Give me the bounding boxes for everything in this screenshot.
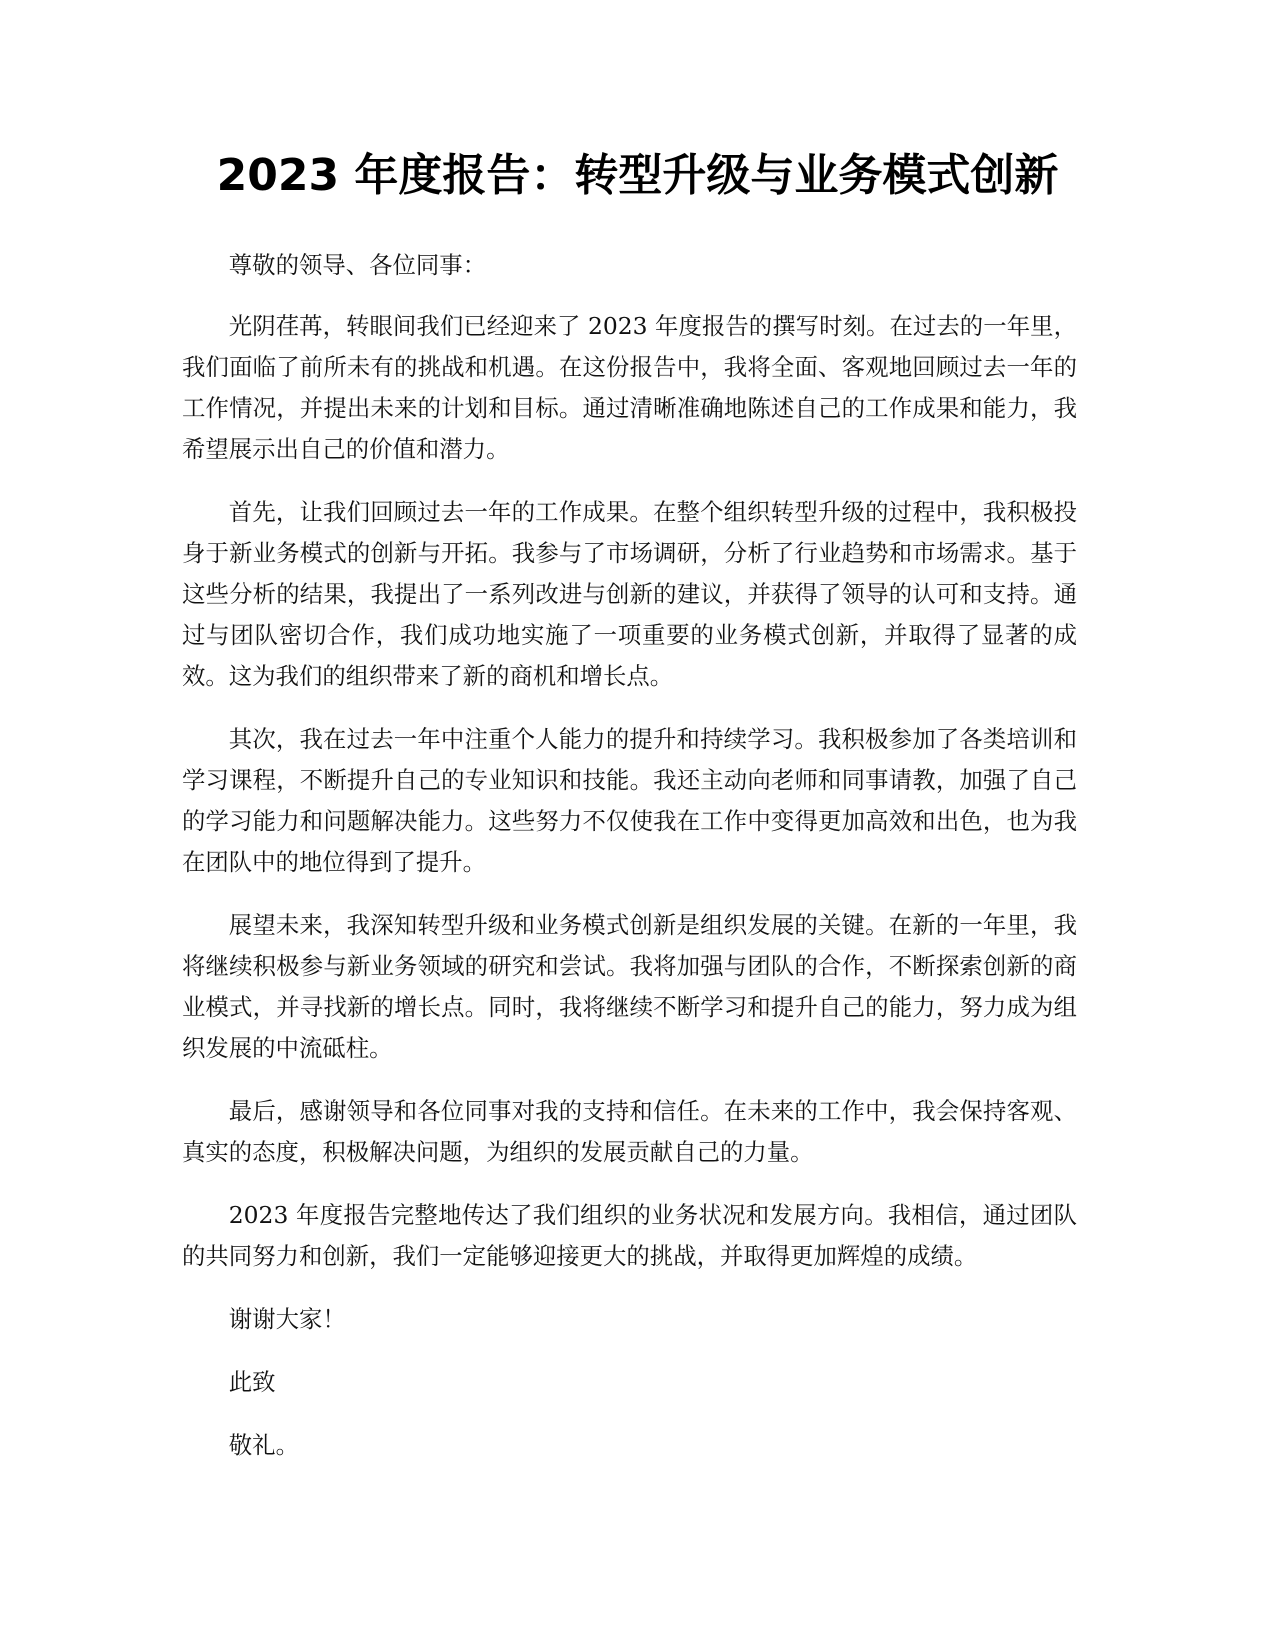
salutation: 尊敬的领导、各位同事：: [228, 251, 487, 279]
paragraph-gratitude: 最后，感谢领导和各位同事对我的支持和信任。在未来的工作中，我会保持客观、真实的态度，积极解决问题，为组织的发展贡献自己的力量。: [182, 1097, 1077, 1166]
closing-line-1: 此致: [228, 1368, 276, 1396]
document-title: 2023 年度报告：转型升级与业务模式创新: [216, 150, 1059, 201]
paragraph-outlook: 展望未来，我深知转型升级和业务模式创新是组织发展的关键。在新的一年里，我将继续积极参与新业务领域的研究和尝试。我将加强与团队的合作，不断探索创新的商业模式，并寻找新的增长点。同时，我将继续不断学习和提升自己的能力，努力成为组织发展的中流砥柱。: [182, 911, 1077, 1062]
paragraph-intro: 光阴荏苒，转眼间我们已经迎来了 2023 年度报告的撰写时刻。在过去的一年里，我们面临了前所未有的挑战和机遇。在这份报告中，我将全面、客观地回顾过去一年的工作情况，并提出未来的计划和目标。通过清晰准确地陈述自己的工作成果和能力，我希望展示出自己的价值和潜力。: [182, 312, 1077, 463]
paragraph-learning: 其次，我在过去一年中注重个人能力的提升和持续学习。我积极参加了各类培训和学习课程，不断提升自己的专业知识和技能。我还主动向老师和同事请教，加强了自己的学习能力和问题解决能力。这些努力不仅使我在工作中变得更加高效和出色，也为我在团队中的地位得到了提升。: [182, 725, 1077, 876]
document-body: [182, 245, 1077, 1488]
paragraph-achievements: 首先，让我们回顾过去一年的工作成果。在整个组织转型升级的过程中，我积极投身于新业务模式的创新与开拓。我参与了市场调研，分析了行业趋势和市场需求。基于这些分析的结果，我提出了一系列改进与创新的建议，并获得了领导的认可和支持。通过与团队密切合作，我们成功地实施了一项重要的业务模式创新，并取得了显著的成效。这为我们的组织带来了新的商机和增长点。: [182, 498, 1077, 690]
thanks-line: 谢谢大家！: [228, 1305, 346, 1333]
closing-line-2: 敬礼。: [228, 1431, 299, 1459]
paragraph-summary: 2023 年度报告完整地传达了我们组织的业务状况和发展方向。我相信，通过团队的共同努力和创新，我们一定能够迎接更大的挑战，并取得更加辉煌的成绩。: [182, 1201, 1077, 1270]
